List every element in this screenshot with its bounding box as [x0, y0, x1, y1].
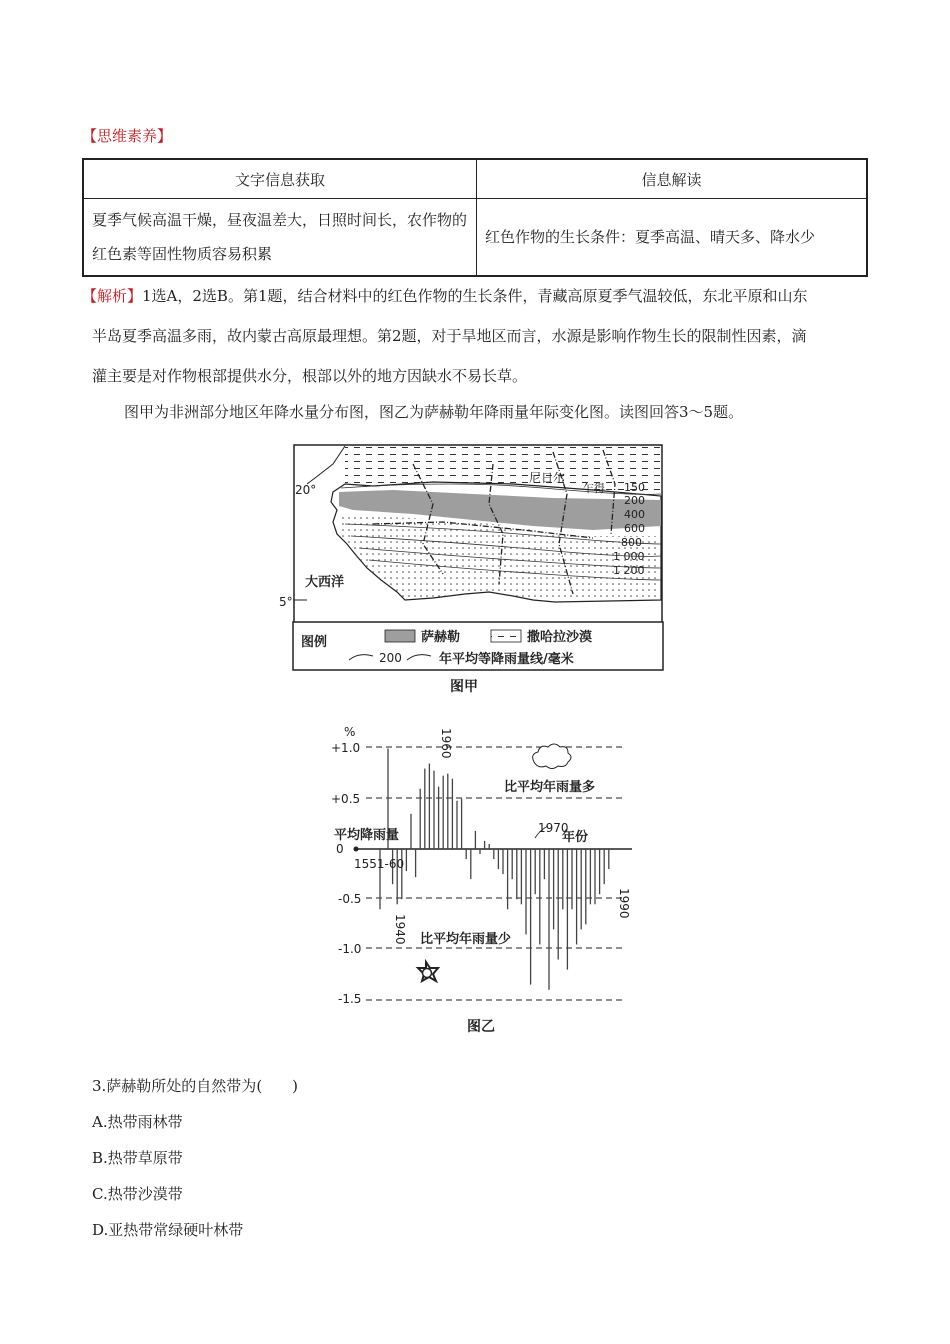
isohyet-label: 1 200 [613, 564, 645, 577]
analysis-label: 【解析】 [82, 287, 143, 305]
table-cell: 红色作物的生长条件：夏季高温、晴天多、降水少 [477, 199, 868, 277]
year-1990-label: 1990 [617, 888, 631, 919]
sahel-rainfall-chart [326, 718, 646, 1014]
chart-unit: % [344, 725, 356, 739]
legend-isohyet-label: 年平均等降雨量线/毫米 [439, 652, 574, 667]
section-label: 【思维素养】 [82, 127, 173, 145]
start-label: 1551-60 [354, 857, 405, 871]
chad-label: 乍得 [583, 482, 605, 495]
isohyet-label: 1 000 [613, 550, 645, 563]
analysis-line-3: 灌主要是对作物根部提供水分，根部以外的地方因缺水不易长草。 [92, 367, 528, 385]
niger-label: 尼日尔 [529, 471, 566, 485]
y-tick-label: -1.5 [338, 992, 362, 1006]
isohyet-label: 150 [624, 481, 645, 494]
isohyet-label: 400 [624, 508, 645, 521]
map-caption: 图甲 [450, 679, 478, 695]
lat-20-label: 20° [295, 483, 317, 497]
lat-5-label: 5° [279, 595, 293, 609]
table-header-cell: 文字信息获取 [83, 159, 477, 199]
table-header-cell: 信息解读 [477, 159, 868, 199]
chart-caption: 图乙 [467, 1019, 495, 1035]
legend-sahara-swatch [491, 630, 521, 642]
option-d: D.亚热带常绿硬叶林带 [92, 1221, 244, 1239]
africa-rainfall-map [279, 444, 663, 670]
legend-sahara-label: 撒哈拉沙漠 [527, 630, 593, 645]
y-tick-label: 0 [336, 842, 344, 856]
legend-sahel-swatch [385, 630, 415, 642]
year-1970-label: 1970 [538, 821, 569, 835]
year-1960-label: 1960 [439, 728, 453, 759]
below-average-label: 比平均年雨量少 [420, 932, 512, 947]
option-b: B.热带草原带 [92, 1149, 183, 1167]
option-a: A.热带雨林带 [92, 1113, 183, 1131]
info-table [82, 158, 868, 277]
analysis-line-2: 半岛夏季高温多雨，故内蒙古高原最理想。第2题，对于旱地区而言，水源是影响作物生长的限制性因素，滴 [92, 327, 807, 345]
legend-isohyet-value: 200 [379, 651, 402, 665]
x-axis-label: 年份 [562, 830, 589, 845]
option-c: C.热带沙漠带 [92, 1185, 183, 1203]
year-1940-label: 1940 [393, 914, 407, 945]
atlantic-label: 大西洋 [305, 575, 345, 590]
y-tick-label: +1.0 [331, 741, 361, 755]
table-cell: 夏季气候高温干燥，昼夜温差大，日照时间长，农作物的红色素等固性物质容易积累 [83, 199, 477, 277]
sun-icon [418, 962, 438, 981]
y-tick-label: -0.5 [338, 892, 362, 906]
question-stem: 3.萨赫勒所处的自然带为( ) [92, 1077, 299, 1095]
cloud-icon [533, 744, 571, 769]
isohyet-label: 800 [621, 536, 642, 549]
legend-sahel-label: 萨赫勒 [421, 630, 461, 645]
y-tick-label: -1.0 [338, 942, 362, 956]
isohyet-label: 200 [624, 494, 645, 507]
above-average-label: 比平均年雨量多 [504, 780, 596, 795]
question-intro: 图甲为非洲部分地区年降水量分布图，图乙为萨赫勒年降雨量年际变化图。读图回答3～5题。 [124, 403, 744, 421]
legend-title: 图例 [301, 635, 328, 650]
analysis-line-1: 【解析】1选A，2选B。第1题，结合材料中的红色作物的生长条件，青藏高原夏季气温较低，东北平原和山东 [82, 287, 808, 305]
y-tick-label: +0.5 [331, 792, 361, 806]
isohyet-label: 600 [624, 522, 645, 535]
zero-label: 平均降雨量 [334, 828, 400, 843]
